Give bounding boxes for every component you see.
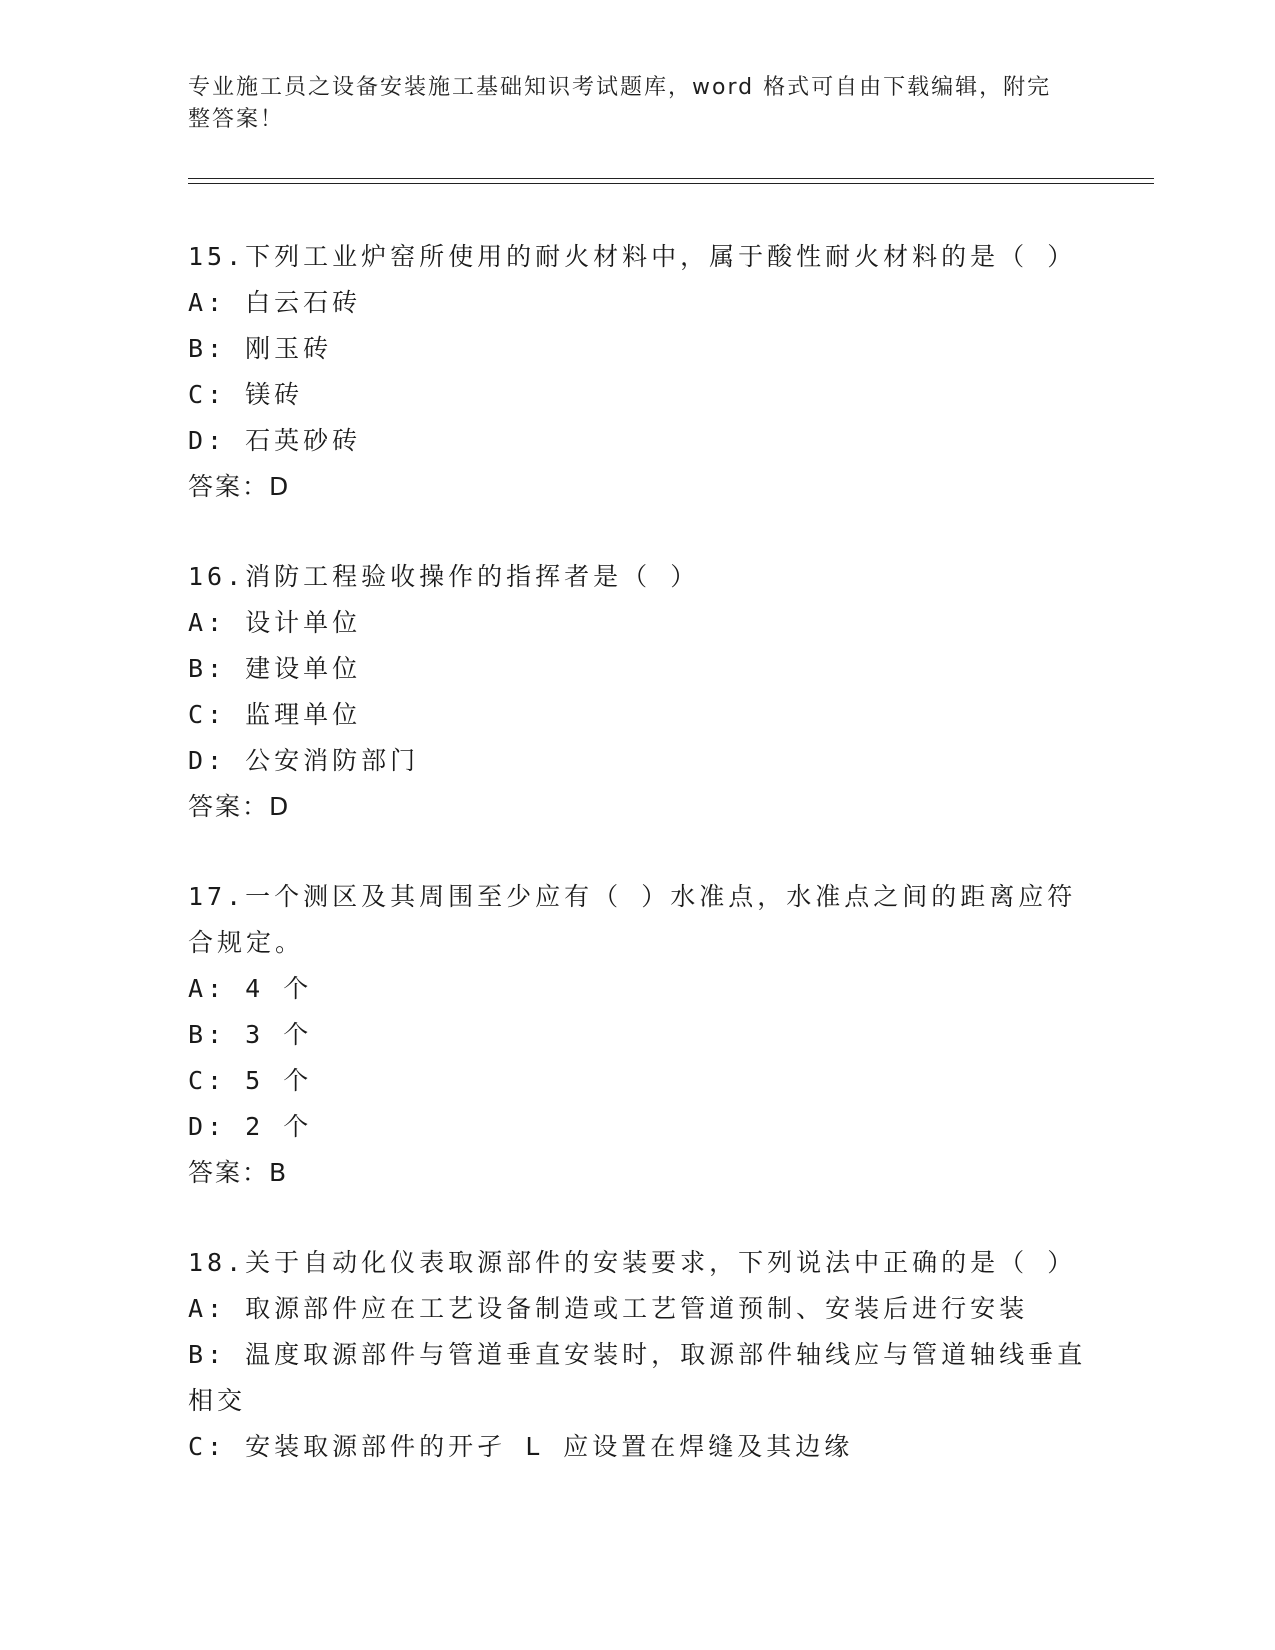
option-b: B: 3 个 xyxy=(188,1020,313,1049)
option-c: C: 5 个 xyxy=(188,1066,313,1095)
option-b: B: 建设单位 xyxy=(188,654,362,683)
question-17 xyxy=(188,874,1088,1196)
question-stem-continued: 合规定。 xyxy=(188,928,305,957)
option-c: C: 安装取源部件的开孑 L 应设置在焊缝及其边缘 xyxy=(188,1432,854,1461)
option-d: D: 公安消防部门 xyxy=(188,746,420,775)
question-stem: 17.一个测区及其周围至少应有（ ）水准点，水准点之间的距离应符 xyxy=(188,882,1077,911)
question-18 xyxy=(188,1240,1088,1470)
option-c: C: 监理单位 xyxy=(188,700,362,729)
option-a: A: 取源部件应在工艺设备制造或工艺管道预制、安装后进行安装 xyxy=(188,1294,1029,1323)
option-b-continued: 相交 xyxy=(188,1386,247,1415)
document-header xyxy=(188,72,1068,136)
option-a: A: 设计单位 xyxy=(188,608,362,637)
header-divider-top xyxy=(188,178,1154,179)
option-d: D: 2 个 xyxy=(188,1112,313,1141)
header-divider-bottom xyxy=(188,183,1154,184)
option-a: A: 4 个 xyxy=(188,974,313,1003)
answer-line: 答案：B xyxy=(188,1158,289,1187)
question-stem: 15.下列工业炉窑所使用的耐火材料中，属于酸性耐火材料的是（ ） xyxy=(188,242,1077,271)
question-15 xyxy=(188,234,1088,510)
header-line-2: 整答案！ xyxy=(188,107,285,132)
option-d: D: 石英砂砖 xyxy=(188,426,362,455)
answer-line: 答案：D xyxy=(188,472,291,501)
option-a: A: 白云石砖 xyxy=(188,288,362,317)
question-stem: 16.消防工程验收操作的指挥者是（ ） xyxy=(188,562,700,591)
question-16 xyxy=(188,554,1088,830)
option-c: C: 镁砖 xyxy=(188,380,304,409)
header-line-1: 专业施工员之设备安装施工基础知识考试题库，word 格式可自由下载编辑，附完 xyxy=(188,75,1052,100)
option-b: B: 温度取源部件与管道垂直安装时，取源部件轴线应与管道轴线垂直 xyxy=(188,1340,1087,1369)
option-b: B: 刚玉砖 xyxy=(188,334,333,363)
question-stem: 18.关于自动化仪表取源部件的安装要求，下列说法中正确的是（ ） xyxy=(188,1248,1077,1277)
answer-line: 答案：D xyxy=(188,792,291,821)
